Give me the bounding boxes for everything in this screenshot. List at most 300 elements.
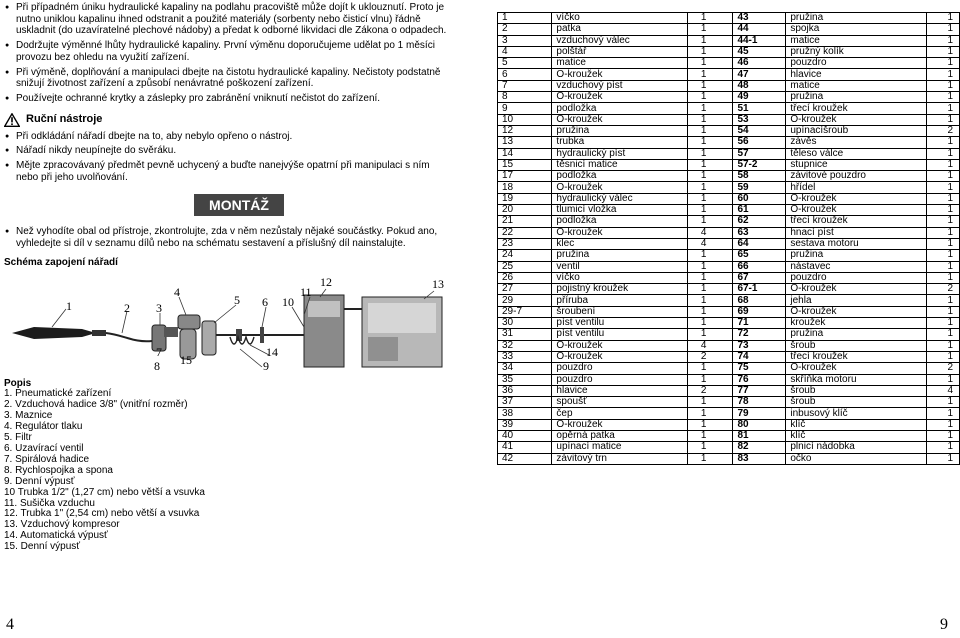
- table-row: [498, 351, 960, 362]
- part-name: tlumicí vložka: [552, 205, 687, 216]
- part-name: pouzdro: [786, 272, 926, 283]
- diagram-label: 3: [156, 300, 162, 315]
- part-name: třecí kroužek: [786, 351, 926, 362]
- part-name: O-kroužek: [552, 340, 687, 351]
- part-name: závitový trn: [552, 453, 687, 464]
- part-name: O-kroužek: [552, 182, 687, 193]
- part-name: spoušť: [552, 397, 687, 408]
- part-name: hřídel: [786, 182, 926, 193]
- part-no: 25: [498, 261, 552, 272]
- part-no: 69: [733, 306, 786, 317]
- table-row: [498, 227, 960, 238]
- part-qty: 1: [926, 148, 959, 159]
- table-row: [498, 182, 960, 193]
- diagram-label: 10: [282, 294, 294, 309]
- part-no: 5: [498, 58, 552, 69]
- part-qty: 1: [687, 58, 733, 69]
- table-row: [498, 284, 960, 295]
- part-no: 83: [733, 453, 786, 464]
- part-qty: 1: [926, 171, 959, 182]
- part-name: klíč: [786, 419, 926, 430]
- part-no: 60: [733, 193, 786, 204]
- part-no: 75: [733, 363, 786, 374]
- part-name: třecí kroužek: [786, 216, 926, 227]
- bullet-item: ● Nářadí nikdy neupínejte do svěráku.: [4, 145, 449, 157]
- part-qty: 1: [926, 137, 959, 148]
- part-no: 73: [733, 340, 786, 351]
- part-name: O-kroužek: [786, 193, 926, 204]
- part-name: pružina: [786, 13, 926, 24]
- table-row: [498, 114, 960, 125]
- part-name: matice: [786, 80, 926, 91]
- table-row: [498, 103, 960, 114]
- tools-heading: [4, 113, 449, 127]
- part-no: 44-1: [733, 35, 786, 46]
- schema-heading: Schéma zapojení nářadí: [4, 256, 118, 268]
- table-row: [498, 238, 960, 249]
- part-name: těleso válce: [786, 148, 926, 159]
- part-qty: 1: [926, 295, 959, 306]
- part-name: očko: [786, 453, 926, 464]
- part-qty: 1: [687, 182, 733, 193]
- legend: [4, 379, 449, 554]
- part-no: 10: [498, 114, 552, 125]
- part-no: 81: [733, 430, 786, 441]
- part-no: 27: [498, 284, 552, 295]
- table-row: [498, 374, 960, 385]
- part-no: 54: [733, 125, 786, 136]
- part-qty: 1: [687, 318, 733, 329]
- part-name: vzduchový píst: [552, 80, 687, 91]
- part-name: O-kroužek: [786, 205, 926, 216]
- part-no: 71: [733, 318, 786, 329]
- part-name: těsnicí matice: [552, 159, 687, 170]
- part-no: 30: [498, 318, 552, 329]
- table-row: [498, 329, 960, 340]
- part-no: 18: [498, 182, 552, 193]
- table-row: [498, 295, 960, 306]
- part-name: podložka: [552, 103, 687, 114]
- part-no: 37: [498, 397, 552, 408]
- part-name: upínací matice: [552, 442, 687, 453]
- part-name: závitové pouzdro: [786, 171, 926, 182]
- diagram-label: 12: [320, 274, 332, 289]
- part-name: pružina: [552, 125, 687, 136]
- part-no: 33: [498, 351, 552, 362]
- part-qty: 1: [687, 442, 733, 453]
- part-qty: 4: [687, 238, 733, 249]
- part-no: 34: [498, 363, 552, 374]
- part-no: 51: [733, 103, 786, 114]
- legend-item: 7. Spirálová hadice: [4, 453, 90, 465]
- part-no: 66: [733, 261, 786, 272]
- diagram-illustration: [4, 275, 449, 373]
- part-qty: 1: [926, 35, 959, 46]
- part-name: pružina: [786, 92, 926, 103]
- legend-list: [4, 389, 449, 553]
- part-name: spojka: [786, 24, 926, 35]
- part-no: 7: [498, 80, 552, 91]
- part-qty: 1: [687, 419, 733, 430]
- part-qty: 1: [687, 216, 733, 227]
- part-no: 47: [733, 69, 786, 80]
- table-row: [498, 419, 960, 430]
- part-name: třecí kroužek: [786, 103, 926, 114]
- part-name: pouzdro: [552, 363, 687, 374]
- legend-title: Popis: [4, 377, 32, 389]
- part-qty: 1: [926, 453, 959, 464]
- part-name: inbusový klíč: [786, 408, 926, 419]
- table-row: [498, 205, 960, 216]
- part-no: 56: [733, 137, 786, 148]
- part-qty: 1: [687, 329, 733, 340]
- part-no: 26: [498, 272, 552, 283]
- part-name: hlavice: [786, 69, 926, 80]
- part-qty: 2: [926, 363, 959, 374]
- part-name: polštář: [552, 46, 687, 57]
- part-qty: 1: [687, 92, 733, 103]
- part-name: matice: [786, 35, 926, 46]
- part-no: 2: [498, 24, 552, 35]
- part-qty: 4: [687, 340, 733, 351]
- part-no: 13: [498, 137, 552, 148]
- part-name: pružina: [786, 250, 926, 261]
- part-qty: 1: [687, 261, 733, 272]
- part-qty: 1: [926, 340, 959, 351]
- table-row: [498, 430, 960, 441]
- part-qty: 1: [687, 103, 733, 114]
- part-qty: 4: [687, 227, 733, 238]
- part-name: O-kroužek: [552, 351, 687, 362]
- part-no: 77: [733, 385, 786, 396]
- warning-icon: [4, 113, 20, 127]
- part-name: jehla: [786, 295, 926, 306]
- part-qty: 1: [926, 442, 959, 453]
- part-name: kroužek: [786, 318, 926, 329]
- part-qty: 1: [926, 103, 959, 114]
- part-name: pouzdro: [552, 374, 687, 385]
- part-qty: 1: [687, 159, 733, 170]
- part-qty: 1: [926, 261, 959, 272]
- part-no: 4: [498, 46, 552, 57]
- part-no: 80: [733, 419, 786, 430]
- part-no: 22: [498, 227, 552, 238]
- part-no: 63: [733, 227, 786, 238]
- part-name: čep: [552, 408, 687, 419]
- tools-bullets: [4, 131, 449, 184]
- legend-item: 5. Filtr: [4, 432, 32, 444]
- part-name: O-kroužek: [552, 114, 687, 125]
- diagram-label: 1: [66, 298, 72, 313]
- part-no: 31: [498, 329, 552, 340]
- part-no: 43: [733, 13, 786, 24]
- part-no: 8: [498, 92, 552, 103]
- part-name: šroub: [786, 385, 926, 396]
- part-no: 62: [733, 216, 786, 227]
- part-no: 74: [733, 351, 786, 362]
- part-qty: 1: [926, 351, 959, 362]
- part-qty: 1: [926, 69, 959, 80]
- part-qty: 1: [687, 114, 733, 125]
- part-name: hlavice: [552, 385, 687, 396]
- table-row: [498, 453, 960, 464]
- part-name: píst ventilu: [552, 329, 687, 340]
- part-name: pružina: [786, 329, 926, 340]
- part-no: 46: [733, 58, 786, 69]
- part-no: 35: [498, 374, 552, 385]
- part-no: 72: [733, 329, 786, 340]
- part-name: O-kroužek: [786, 114, 926, 125]
- part-name: pružina: [552, 250, 687, 261]
- legend-item: 10 Trubka 1/2" (1,27 cm) nebo větší a vsuvka: [4, 486, 205, 498]
- part-name: plnicí nádobka: [786, 442, 926, 453]
- part-qty: 1: [687, 408, 733, 419]
- part-name: nástavec: [786, 261, 926, 272]
- part-qty: 1: [926, 272, 959, 283]
- part-no: 76: [733, 374, 786, 385]
- part-no: 19: [498, 193, 552, 204]
- part-name: pojistný kroužek: [552, 284, 687, 295]
- part-no: 36: [498, 385, 552, 396]
- table-row: [498, 272, 960, 283]
- part-no: 17: [498, 171, 552, 182]
- left-column: [4, 2, 449, 553]
- table-row: [498, 340, 960, 351]
- part-qty: 1: [687, 295, 733, 306]
- part-no: 1: [498, 13, 552, 24]
- part-qty: 1: [687, 205, 733, 216]
- legend-item: 11. Sušička vzduchu: [4, 497, 95, 509]
- part-qty: 1: [926, 250, 959, 261]
- table-row: [498, 216, 960, 227]
- part-qty: 4: [926, 385, 959, 396]
- part-qty: 1: [687, 46, 733, 57]
- part-name: klec: [552, 238, 687, 249]
- table-row: [498, 35, 960, 46]
- part-name: O-kroužek: [552, 419, 687, 430]
- table-row: [498, 318, 960, 329]
- part-no: 67-1: [733, 284, 786, 295]
- parts-table: [497, 12, 960, 465]
- diagram-label: 13: [432, 276, 444, 291]
- table-row: [498, 261, 960, 272]
- part-name: pružný kolík: [786, 46, 926, 57]
- table-row: [498, 171, 960, 182]
- part-qty: 2: [687, 351, 733, 362]
- part-no: 32: [498, 340, 552, 351]
- part-name: stupnice: [786, 159, 926, 170]
- part-name: ventil: [552, 261, 687, 272]
- part-qty: 1: [926, 80, 959, 91]
- part-name: O-kroužek: [786, 284, 926, 295]
- part-name: opěrná patka: [552, 430, 687, 441]
- diagram-label: 6: [262, 294, 268, 309]
- part-qty: 1: [687, 397, 733, 408]
- part-no: 12: [498, 125, 552, 136]
- part-name: trubka: [552, 137, 687, 148]
- part-qty: 1: [926, 13, 959, 24]
- part-no: 6: [498, 69, 552, 80]
- part-qty: 1: [687, 125, 733, 136]
- part-qty: 1: [926, 24, 959, 35]
- part-no: 15: [498, 159, 552, 170]
- part-name: klíč: [786, 430, 926, 441]
- table-row: [498, 13, 960, 24]
- part-no: 29: [498, 295, 552, 306]
- part-qty: 1: [687, 374, 733, 385]
- part-no: 40: [498, 430, 552, 441]
- bullet-item: ● Při případném úniku hydraulické kapaliny na podlahu pracoviště může dojít k uklouznutí. Proto je nutno uniklou kapalinu ihned odstranit a použité materiály (sorbenty nebo čisticí vlnu) řádně uskladnit (do uzavíratelné plechové nádoby) a předat k odborné likvidaci dle Zákona o odpadech.: [4, 2, 449, 37]
- table-row: [498, 137, 960, 148]
- part-no: 57: [733, 148, 786, 159]
- tools-heading-text: Ruční nástroje: [26, 112, 103, 125]
- part-no: 49: [733, 92, 786, 103]
- part-no: 53: [733, 114, 786, 125]
- part-no: 67: [733, 272, 786, 283]
- part-qty: 1: [926, 193, 959, 204]
- page-number-left: 4: [6, 616, 14, 633]
- part-qty: 1: [926, 216, 959, 227]
- part-qty: 1: [926, 92, 959, 103]
- part-name: O-kroužek: [552, 69, 687, 80]
- part-name: šroub: [786, 397, 926, 408]
- part-qty: 1: [687, 80, 733, 91]
- part-no: 39: [498, 419, 552, 430]
- bullet-item: ● Při odkládání nářadí dbejte na to, aby nebylo opřeno o nástroj.: [4, 131, 449, 143]
- part-qty: 1: [687, 69, 733, 80]
- part-name: skříňka motoru: [786, 374, 926, 385]
- part-qty: 1: [687, 148, 733, 159]
- legend-item: 13. Vzduchový kompresor: [4, 519, 120, 531]
- table-row: [498, 397, 960, 408]
- part-qty: 1: [926, 329, 959, 340]
- part-name: píst ventilu: [552, 318, 687, 329]
- part-qty: 2: [687, 385, 733, 396]
- bullet-item: ● Používejte ochranné krytky a záslepky pro zabránění vniknutí nečistot do zařízení.: [4, 93, 449, 105]
- part-qty: 1: [926, 408, 959, 419]
- part-name: podložka: [552, 216, 687, 227]
- part-name: O-kroužek: [552, 92, 687, 103]
- table-row: [498, 193, 960, 204]
- diagram-label: 14: [266, 344, 278, 359]
- part-name: podložka: [552, 171, 687, 182]
- part-no: 58: [733, 171, 786, 182]
- legend-item: 6. Uzavírací ventil: [4, 442, 84, 454]
- part-qty: 1: [926, 374, 959, 385]
- table-row: [498, 92, 960, 103]
- table-row: [498, 46, 960, 57]
- bullet-item: ● Při výměně, doplňování a manipulaci dbejte na čistotu hydraulické kapaliny. Nečistoty podstatně snižují životnost zařízení a způsobí nenávratné poškození zařízení.: [4, 67, 449, 90]
- part-qty: 1: [926, 419, 959, 430]
- part-name: O-kroužek: [786, 363, 926, 374]
- part-no: 29-7: [498, 306, 552, 317]
- legend-item: 9. Denní výpusť: [4, 475, 75, 487]
- table-row: [498, 69, 960, 80]
- bullet-item: ● Dodržujte výměnné lhůty hydraulické kapaliny. První výměnu doporučujeme udělat po 1 měsíci provozu bez ohledu na využití zařízení.: [4, 40, 449, 63]
- part-no: 41: [498, 442, 552, 453]
- table-row: [498, 442, 960, 453]
- part-qty: 1: [687, 13, 733, 24]
- legend-item: 2. Vzduchová hadice 3/8" (vnitřní rozměr): [4, 399, 188, 411]
- table-row: [498, 385, 960, 396]
- part-qty: 1: [687, 35, 733, 46]
- part-no: 59: [733, 182, 786, 193]
- part-name: šroubení: [552, 306, 687, 317]
- part-no: 44: [733, 24, 786, 35]
- part-no: 3: [498, 35, 552, 46]
- part-name: sestava motoru: [786, 238, 926, 249]
- table-row: [498, 24, 960, 35]
- legend-item: 12. Trubka 1" (2,54 cm) nebo větší a vsuvka: [4, 508, 200, 520]
- part-name: příruba: [552, 295, 687, 306]
- part-qty: 1: [926, 182, 959, 193]
- part-no: 38: [498, 408, 552, 419]
- part-no: 42: [498, 453, 552, 464]
- bullet-item: ● Mějte zpracovávaný předmět pevně uchycený a buďte nanejvýše opatrní při manipulaci s ním nebo při jeho uvolňování.: [4, 160, 449, 183]
- part-name: šroub: [786, 340, 926, 351]
- part-name: víčko: [552, 272, 687, 283]
- bullet-item: ● Než vyhodíte obal od přístroje, zkontrolujte, zda v něm nezůstaly nějaké součástky. Pokud ano, vyhledejte si díl v seznamu dílů nebo na schématu sestavení a příslušný díl nainstalujte.: [4, 226, 449, 249]
- legend-item: 15. Denní výpusť: [4, 541, 81, 553]
- table-row: [498, 363, 960, 374]
- part-name: vzduchový válec: [552, 35, 687, 46]
- part-name: matice: [552, 58, 687, 69]
- connection-diagram: [4, 275, 449, 373]
- part-no: 82: [733, 442, 786, 453]
- legend-item: 4. Regulátor tlaku: [4, 421, 83, 433]
- part-name: patka: [552, 24, 687, 35]
- part-no: 64: [733, 238, 786, 249]
- table-row: [498, 80, 960, 91]
- part-qty: 1: [926, 430, 959, 441]
- diagram-label: 8: [154, 358, 160, 373]
- part-no: 65: [733, 250, 786, 261]
- legend-item: 8. Rychlospojka a spona: [4, 464, 113, 476]
- part-no: 48: [733, 80, 786, 91]
- part-qty: 1: [926, 58, 959, 69]
- part-qty: 2: [926, 284, 959, 295]
- part-no: 45: [733, 46, 786, 57]
- part-qty: 1: [687, 272, 733, 283]
- diagram-label: 2: [124, 300, 130, 315]
- part-qty: 1: [687, 430, 733, 441]
- part-no: 23: [498, 238, 552, 249]
- part-name: upínacíšroub: [786, 125, 926, 136]
- part-name: víčko: [552, 13, 687, 24]
- part-name: O-kroužek: [552, 227, 687, 238]
- part-name: hydraulický válec: [552, 193, 687, 204]
- table-row: [498, 159, 960, 170]
- part-no: 61: [733, 205, 786, 216]
- part-no: 78: [733, 397, 786, 408]
- table-row: [498, 58, 960, 69]
- part-qty: 1: [687, 306, 733, 317]
- part-qty: 1: [687, 171, 733, 182]
- part-qty: 1: [687, 137, 733, 148]
- diagram-label: 5: [234, 292, 240, 307]
- part-qty: 1: [926, 318, 959, 329]
- part-qty: 1: [926, 114, 959, 125]
- part-no: 21: [498, 216, 552, 227]
- legend-item: 3. Maznice: [4, 410, 53, 422]
- part-no: 9: [498, 103, 552, 114]
- part-qty: 1: [926, 46, 959, 57]
- diagram-label: 4: [174, 284, 180, 299]
- table-row: [498, 125, 960, 136]
- table-row: [498, 408, 960, 419]
- diagram-label: 11: [300, 284, 312, 299]
- part-no: 57-2: [733, 159, 786, 170]
